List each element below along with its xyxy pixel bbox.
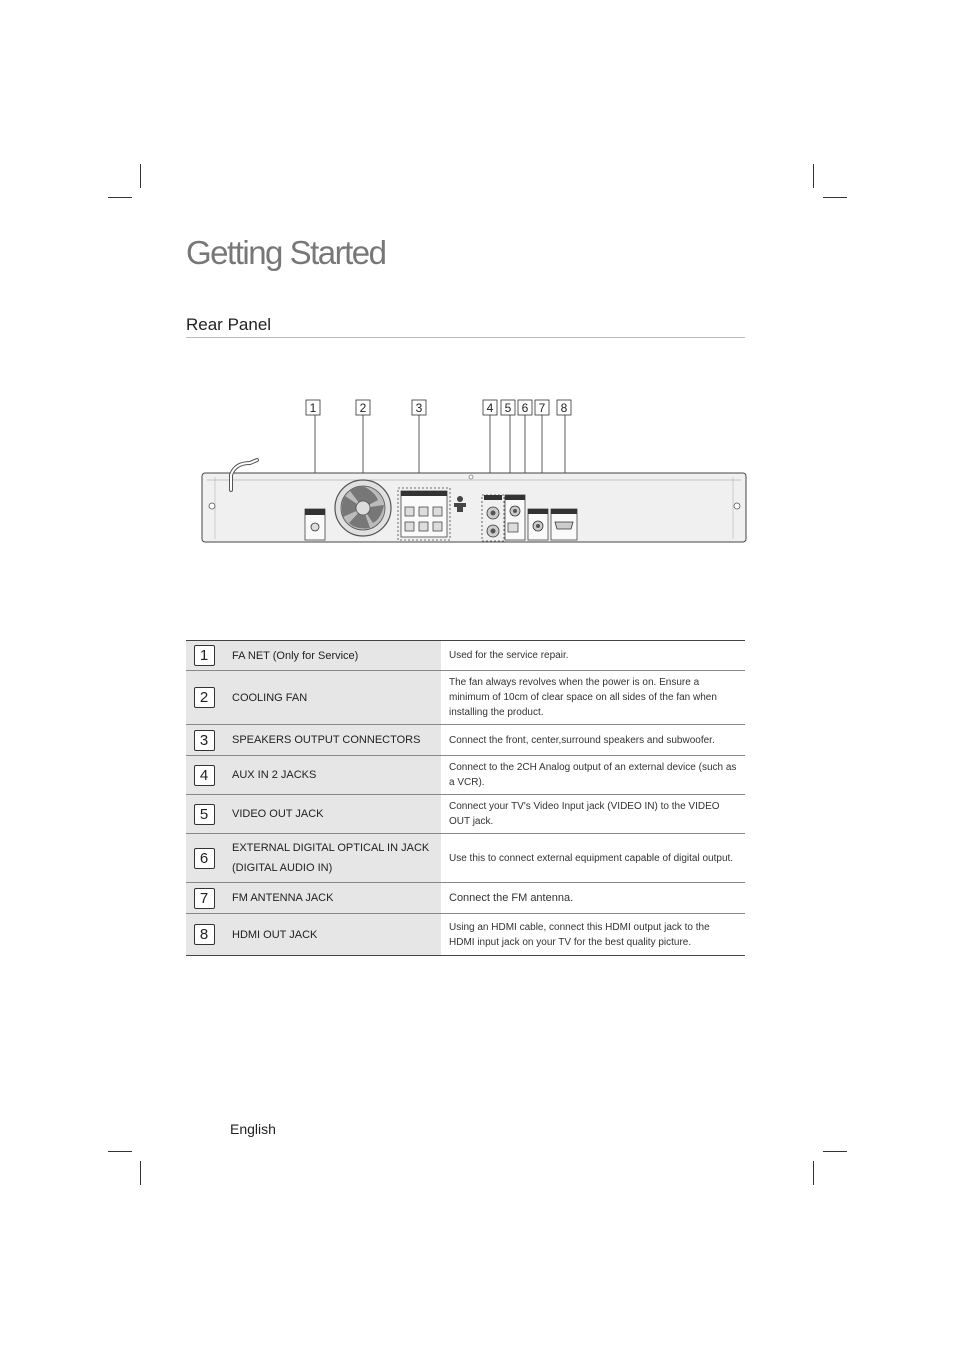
section-title: Rear Panel: [186, 315, 272, 334]
row-desc: Connect the FM antenna.: [449, 891, 574, 904]
row-desc: The fan always revolves when the power is on. Ensure a minimum of 10cm of clear space on all sides of the fan when installing the product.: [449, 677, 717, 718]
callout-label: 7: [538, 401, 546, 415]
footer-language: English: [230, 1121, 276, 1137]
crop-mark: [823, 1151, 847, 1152]
callout-label: 8: [560, 401, 568, 415]
callout-label: 2: [359, 401, 367, 415]
rear-panel-diagram: [195, 395, 755, 550]
row-name: AUX IN 2 JACKS: [222, 756, 441, 795]
table-row: [186, 795, 745, 834]
section-divider: [186, 337, 745, 338]
callout-label: 4: [486, 401, 494, 415]
row-name: SPEAKERS OUTPUT CONNECTORS: [222, 725, 441, 756]
crop-mark: [813, 1161, 814, 1185]
row-number: 7: [194, 888, 215, 909]
callout-label: 1: [309, 401, 317, 415]
row-number: 5: [194, 804, 215, 825]
row-desc: Connect the front, center,surround speakers and subwoofer.: [449, 734, 715, 746]
row-desc: Used for the service repair.: [449, 650, 569, 661]
row-name: COOLING FAN: [222, 671, 441, 725]
row-number: 4: [194, 765, 215, 786]
crop-mark: [813, 164, 814, 188]
row-number: 3: [194, 730, 215, 751]
hdmi-out-jack: [551, 509, 577, 540]
row-desc: Connect your TV's Video Input jack (VIDEO IN) to the VIDEO OUT jack.: [449, 801, 720, 827]
crop-mark: [823, 197, 847, 198]
crop-mark: [140, 1161, 141, 1185]
page-title: Getting Started: [186, 234, 386, 271]
crop-mark: [140, 164, 141, 188]
speaker-connectors: [398, 488, 450, 540]
row-name: FA NET (Only for Service): [222, 641, 441, 671]
row-number: 1: [194, 645, 215, 666]
table-row: [186, 671, 745, 725]
table-row: [186, 834, 745, 883]
crop-mark: [108, 197, 132, 198]
row-name: FM ANTENNA JACK: [222, 883, 441, 914]
fa-net-port: [305, 509, 325, 540]
callout-2: [356, 400, 370, 483]
callout-label: 5: [504, 401, 512, 415]
row-desc: Using an HDMI cable, connect this HDMI output jack to the HDMI input jack on your TV for the best quality picture.: [449, 921, 710, 948]
table-row: [186, 725, 745, 756]
row-desc: Connect to the 2CH Analog output of an external device (such as a VCR).: [449, 762, 737, 788]
row-name: HDMI OUT JACK: [222, 914, 441, 956]
callout-label: 3: [415, 401, 423, 415]
chassis: [202, 473, 746, 542]
row-desc: Use this to connect external equipment capable of digital output.: [449, 852, 734, 864]
rear-panel-table: [186, 640, 745, 956]
fm-antenna-jack: [528, 509, 548, 540]
row-name: VIDEO OUT JACK: [222, 795, 441, 834]
callout-label: 6: [521, 401, 529, 415]
table-row: [186, 756, 745, 795]
table-row: [186, 883, 745, 914]
row-number: 6: [194, 848, 215, 869]
video-optical-jacks: [505, 495, 525, 540]
row-number: 2: [194, 687, 215, 708]
row-number: 8: [194, 924, 215, 945]
crop-mark: [108, 1151, 132, 1152]
row-name: EXTERNAL DIGITAL OPTICAL IN JACK (DIGITAL AUDIO IN): [222, 834, 441, 883]
cooling-fan: [335, 480, 391, 536]
table-row: [186, 914, 745, 956]
table-row: [186, 641, 745, 671]
